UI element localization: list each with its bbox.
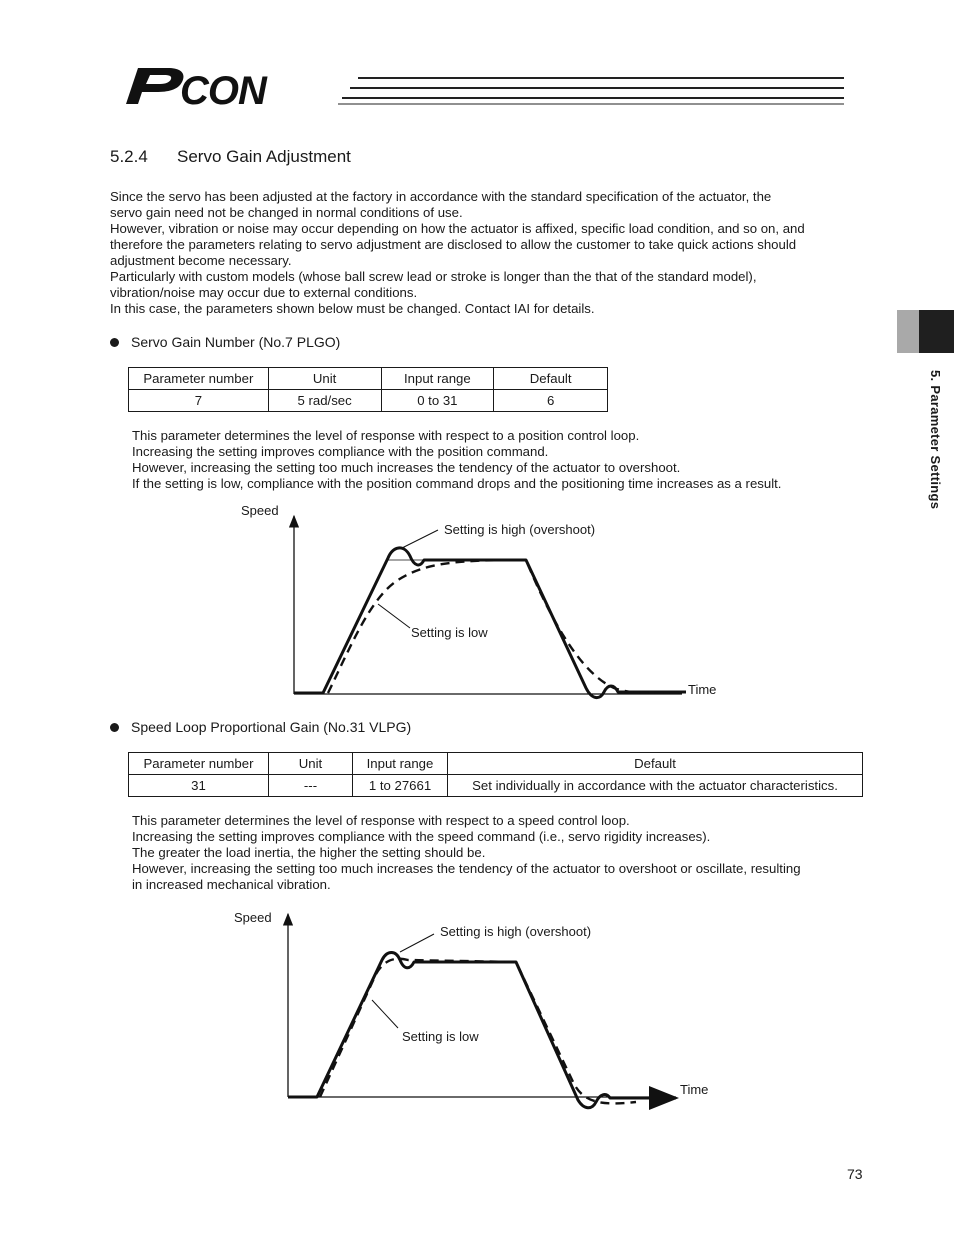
table-header-row	[129, 753, 863, 775]
chapter-tab-marker	[897, 310, 919, 353]
high-setting-label: Setting is high (overshoot)	[444, 522, 596, 537]
table-cell: ---	[269, 775, 353, 797]
vlpg-table	[128, 752, 863, 797]
intro-line: Particularly with custom models (whose ball screw lead or stroke is longer than the that of the standard model),	[110, 269, 757, 284]
plgo-description	[132, 428, 781, 492]
pcon-logo	[116, 62, 346, 110]
description-line: Increasing the setting improves compliance with the speed command (i.e., servo rigidity increases).	[132, 829, 711, 844]
intro-line: Since the servo has been adjusted at the factory in accordance with the standard specification of the actuator, the	[110, 189, 772, 204]
plgo-bullet	[110, 334, 340, 350]
description-line: This parameter determines the level of response with respect to a position control loop.	[132, 428, 640, 443]
table-row	[129, 390, 608, 412]
section-title	[110, 147, 351, 167]
table-header-cell: Unit	[269, 753, 353, 775]
chapter-side-label: 5. Parameter Settings	[928, 370, 943, 510]
x-axis-label: Time	[680, 1082, 709, 1097]
y-axis-label: Speed	[234, 910, 272, 925]
svg-text:CON: CON	[180, 69, 266, 110]
table-cell: 6	[494, 390, 608, 412]
plgo-response-chart	[230, 498, 730, 710]
high-setting-label: Setting is high (overshoot)	[440, 924, 592, 939]
table-header-cell: Input range	[381, 368, 494, 390]
description-line: The greater the load inertia, the higher the setting should be.	[132, 845, 486, 860]
vlpg-bullet-text: Speed Loop Proportional Gain (No.31 VLPG)	[131, 719, 412, 735]
low-setting-label: Setting is low	[411, 625, 488, 640]
low-setting-label: Setting is low	[402, 1029, 479, 1044]
vlpg-description	[132, 813, 801, 893]
table-cell: Set individually in accordance with the actuator characteristics.	[448, 775, 863, 797]
table-cell: 0 to 31	[381, 390, 494, 412]
intro-line: servo gain need not be changed in normal conditions of use.	[110, 205, 463, 220]
intro-paragraph	[110, 189, 805, 317]
intro-line: therefore the parameters relating to servo adjustment are disclosed to allow the customer to take quick actions should	[110, 237, 797, 252]
table-header-cell: Unit	[268, 368, 381, 390]
high-label-leader	[402, 530, 438, 548]
vlpg-response-chart	[224, 904, 724, 1116]
table-cell: 31	[129, 775, 269, 797]
description-line: If the setting is low, compliance with the position command drops and the positioning time increases as a result.	[132, 476, 782, 491]
vlpg-bullet	[110, 719, 411, 735]
low-label-leader	[372, 1000, 398, 1028]
low-gain-curve	[328, 560, 682, 693]
section-number: 5.2.4	[110, 147, 148, 166]
bullet-dot	[110, 338, 119, 347]
table-header-cell: Parameter number	[129, 753, 269, 775]
section-heading: Servo Gain Adjustment	[177, 147, 351, 166]
header-rule	[338, 76, 844, 106]
bullet-dot	[110, 723, 119, 732]
intro-line: vibration/noise may occur due to external conditions.	[110, 285, 418, 300]
table-header-row	[129, 368, 608, 390]
table-cell: 1 to 27661	[353, 775, 448, 797]
page-number: 73	[847, 1166, 863, 1182]
description-line: Increasing the setting improves compliance with the position command.	[132, 444, 549, 459]
table-cell: 5 rad/sec	[268, 390, 381, 412]
table-header-cell: Default	[448, 753, 863, 775]
plgo-bullet-text: Servo Gain Number (No.7 PLGO)	[131, 334, 341, 350]
table-cell: 7	[129, 390, 269, 412]
y-axis-label: Speed	[241, 503, 279, 518]
description-line: in increased mechanical vibration.	[132, 877, 331, 892]
intro-line: In this case, the parameters shown below must be changed. Contact IAI for details.	[110, 301, 595, 316]
high-label-leader	[400, 934, 434, 952]
table-header-cell: Input range	[353, 753, 448, 775]
low-label-leader	[378, 604, 410, 628]
intro-line: adjustment become necessary.	[110, 253, 292, 268]
high-gain-curve	[294, 548, 686, 698]
plgo-table	[128, 367, 608, 412]
high-gain-curve	[288, 953, 676, 1108]
description-line: However, increasing the setting too much increases the tendency of the actuator to overshoot.	[132, 460, 681, 475]
description-line: This parameter determines the level of response with respect to a speed control loop.	[132, 813, 630, 828]
table-header-cell: Default	[494, 368, 608, 390]
description-line: However, increasing the setting too much increases the tendency of the actuator to overshoot or oscillate, resulting	[132, 861, 801, 876]
intro-line: However, vibration or noise may occur depending on how the actuator is affixed, specific load condition, and so on, and	[110, 221, 805, 236]
x-axis-label: Time	[688, 682, 717, 697]
chapter-tab-block	[919, 310, 954, 353]
table-row	[129, 775, 863, 797]
table-header-cell: Parameter number	[129, 368, 269, 390]
